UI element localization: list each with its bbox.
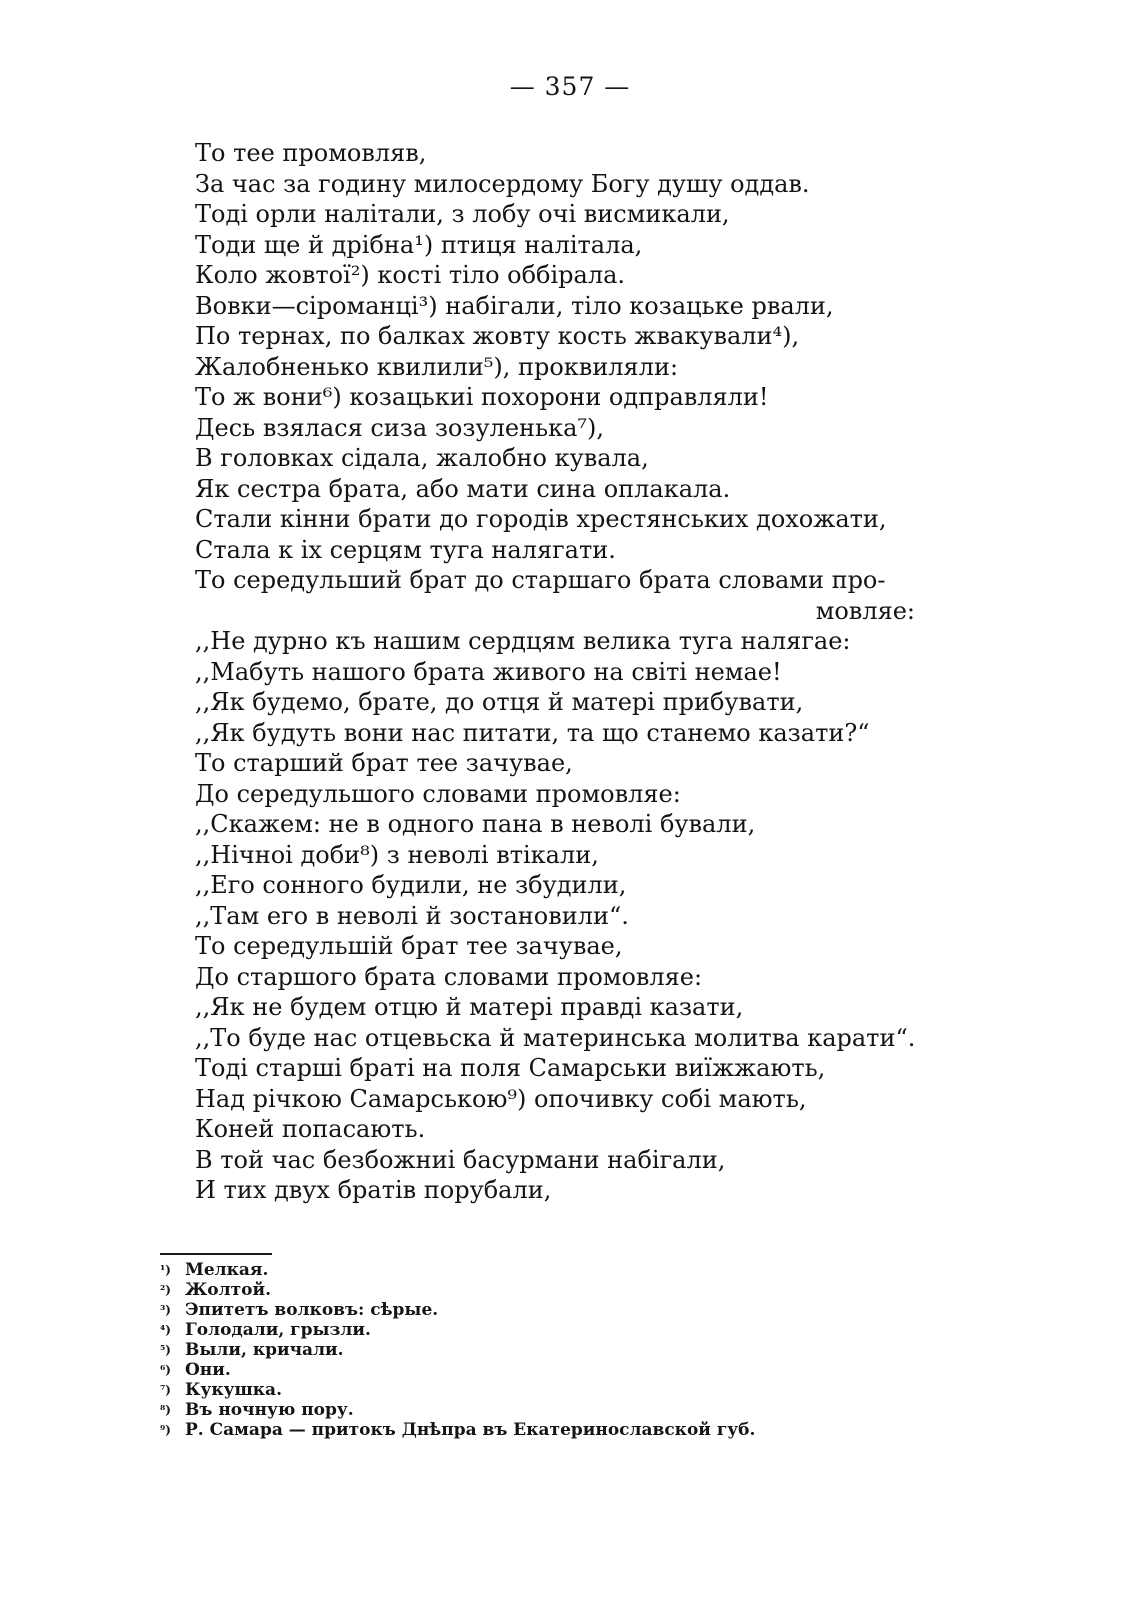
verse-line: ,,То буде нас отцевьска й материнська молитва карати“. <box>195 1023 916 1052</box>
footnote-text: Эпитетъ волковъ: сѣрые. <box>185 1300 439 1320</box>
footnote-mark: ⁹) <box>160 1423 171 1437</box>
footnote-text: Выли, кричали. <box>185 1340 344 1360</box>
footnote-text: Голодали, грызли. <box>185 1320 371 1340</box>
verse-line: Стала к іх серцям туга налягати. <box>195 535 616 564</box>
verse-line: В головках сідала, жалобно кувала, <box>195 444 649 472</box>
verse-line: ,,Як будуть вони нас питати, та що станемо казати?“ <box>195 718 870 747</box>
footnote <box>160 1380 860 1400</box>
verse-line: ,,Мабуть нашого брата живого на світі немае! <box>195 657 782 686</box>
footnote-text: Въ ночную пору. <box>185 1400 354 1420</box>
footnote <box>160 1280 860 1300</box>
verse-line: То старший брат тее зачувае, <box>195 749 573 777</box>
footnote-mark: ²) <box>160 1283 171 1297</box>
footnotes <box>160 1260 860 1440</box>
verse-line: По тернах, по балках жовту кость жвакували⁴), <box>195 322 800 350</box>
verse-line: Коней попасають. <box>195 1115 426 1143</box>
footnote-mark: ⁵) <box>160 1343 171 1357</box>
footnote <box>160 1320 860 1340</box>
footnote-text: Кукушка. <box>185 1380 282 1400</box>
footnote <box>160 1260 860 1280</box>
verse-line: Вовки—сіроманці³) набігали, тіло козацьке рвали, <box>195 291 834 320</box>
verse-line: То ж вони⁶) козацькиі похорони одправляли! <box>195 383 769 411</box>
footnote-mark: ⁷) <box>160 1383 171 1397</box>
footnote-mark: ⁸) <box>160 1403 171 1417</box>
verse-line: ,,Не дурно къ нашим сердцям велика туга налягае: <box>195 627 851 655</box>
verse-line: Стали кінни брати до городів хрестянських дохожати, <box>195 505 887 533</box>
footnote-divider <box>160 1253 272 1255</box>
verse-line: То середульшій брат тее зачувае, <box>195 932 623 960</box>
verse-line: Коло жовтої²) кості тіло оббірала. <box>195 261 626 289</box>
verse-line: ,,Як не будем отцю й матері правді казати, <box>195 993 744 1021</box>
verse-line-continuation: мовляе: <box>815 596 915 625</box>
verse-line: ,,Нічноі доби⁸) з неволі втікали, <box>195 840 599 869</box>
verse-line: До старшого брата словами промовляе: <box>195 962 703 991</box>
page-number: — 357 — <box>509 72 631 101</box>
verse-line: ,,Скажем: не в одного пана в неволі бували, <box>195 810 756 838</box>
verse-line: Жалобненько квилили⁵), проквиляли: <box>195 352 679 381</box>
verse-line: Над річкою Самарською⁹) опочивку собі мають, <box>195 1084 807 1113</box>
verse-line: Тоди ще й дрібна¹) птиця налітала, <box>195 230 643 259</box>
footnote-text: Они. <box>185 1360 231 1380</box>
verse-body <box>195 138 915 1206</box>
verse-line: В той час безбожниі басурмани набігали, <box>195 1145 726 1174</box>
footnote <box>160 1400 860 1420</box>
footnote <box>160 1360 860 1380</box>
verse-line: Десь взялася сиза зозуленька⁷), <box>195 413 605 442</box>
footnote-mark: ³) <box>160 1303 171 1317</box>
footnote-text: Мелкая. <box>185 1260 269 1280</box>
verse-line: ,,Як будемо, брате, до отця й матері прибувати, <box>195 688 804 716</box>
footnote <box>160 1340 860 1360</box>
footnote-text: Р. Самара — притокъ Днѣпра въ Екатеринославской губ. <box>185 1420 756 1440</box>
footnote <box>160 1300 860 1320</box>
verse-line: ,,Его сонного будили, не збудили, <box>195 871 627 899</box>
verse-line: ,,Там его в неволі й зостановили“. <box>195 901 629 930</box>
verse-line: И тих двух братів порубали, <box>195 1176 552 1204</box>
verse-line: То тее промовляв, <box>195 139 427 167</box>
footnote-mark: ⁴) <box>160 1323 171 1337</box>
verse-line: Як сестра брата, або мати сина оплакала. <box>195 474 731 503</box>
footnote-mark: ⁶) <box>160 1363 171 1377</box>
footnote-text: Жолтой. <box>185 1280 272 1300</box>
footnote <box>160 1420 860 1440</box>
verse-line: То середульший брат до старшаго брата словами про- <box>195 566 886 594</box>
verse-line: За час за годину милосердому Богу душу оддав. <box>195 169 810 198</box>
verse-line: Тоді орли налітали, з лобу очі висмикали, <box>195 200 730 228</box>
footnote-mark: ¹) <box>160 1263 171 1277</box>
verse-line: Тоді старші браті на поля Самарськи виїжжають, <box>195 1054 826 1082</box>
verse-line: До середульшого словами промовляе: <box>195 779 681 808</box>
